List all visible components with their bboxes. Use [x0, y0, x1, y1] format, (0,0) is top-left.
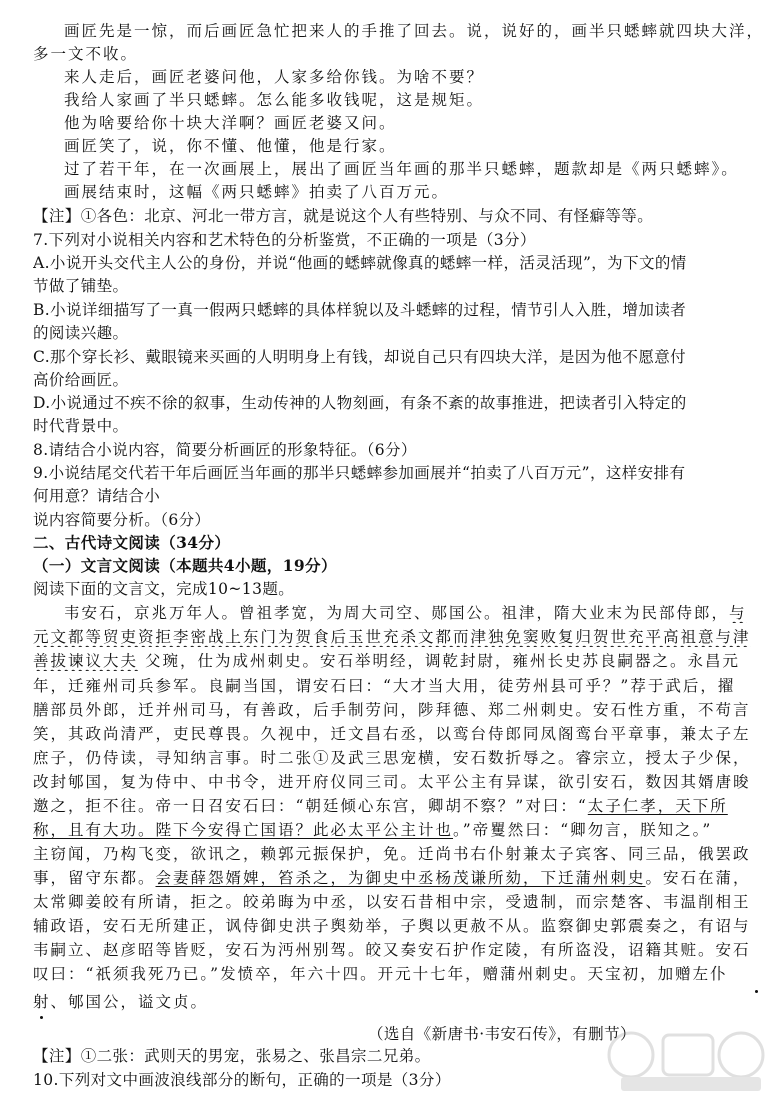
- emphasis-dot: [755, 990, 758, 993]
- question-7-option-a-cont: 节做了铺垫。: [33, 277, 129, 295]
- question-7-option-b-cont: 的阅读兴趣。: [33, 324, 129, 342]
- passage-line: 庶子，仍侍读，寻知纳言事。时二张①及武三思宠横，安石数折辱之。睿宗立，授太子少保，: [33, 749, 751, 767]
- underlined-text: 太子仁孝，天下所: [587, 797, 728, 815]
- question-9-cont: 说内容简要分析。（6分）: [33, 511, 211, 529]
- passage-line: [64, 603, 747, 623]
- passage-line: 主窃闻，乃构飞变，欲讯之，赖郭元振保护，免。迁尚书右仆射兼太子宾客、同三品，俄罢政: [33, 845, 751, 863]
- question-7-stem: 7.下列对小说相关内容和艺术特色的分析鉴赏，不正确的一项是（3分）: [33, 231, 536, 249]
- question-7-option-d: D.小说通过不疾不徐的叙事，生动传神的人物刻画，有条不紊的故事推进，把读者引入特定的: [33, 394, 687, 412]
- section-heading: 二、古代诗文阅读（34分）: [33, 533, 231, 552]
- passage-line: [33, 820, 712, 840]
- question-7-option-d-cont: 时代背景中。: [33, 417, 129, 435]
- note-2: 【注】①二张：武则天的男宠，张易之、张昌宗二兄弟。: [33, 1047, 431, 1065]
- passage-line: 太常卿姜皎有所请，拒之。皎弟晦为中丞，以安石昔相中宗，受遗制，而宗楚客、韦温削相王: [33, 893, 751, 911]
- source-citation: （选自《新唐书·韦安石传》，有删节）: [368, 1025, 636, 1043]
- passage-line: 膳部员外郎，迁并州司马，有善政，后手制劳问，陟拜德、郑二州刺史。安石性方重，不苟言: [33, 701, 751, 719]
- question-7-option-b: B.小说详细描写了一真一假两只蟋蟀的具体样貌以及斗蟋蟀的过程，情节引人入胜，增加读者: [33, 301, 687, 319]
- underlined-text: 称，且有大功。陛下今安得亡国语？此必太平公主计也: [33, 821, 454, 839]
- story-line: 多一文不收。: [33, 45, 139, 63]
- question-7-option-c-cont: 高价给画匠。: [33, 371, 129, 389]
- emphasis-dot: [40, 1016, 43, 1019]
- passage-line: [33, 651, 740, 671]
- passage-text: 邀之，拒不往。帝一日召安石曰：“朝廷倾心东宫，卿胡不察？”对曰：“: [33, 797, 588, 815]
- passage-line: [33, 627, 751, 647]
- passage-line: 笑，其政尚清严，吏民尊畏。久视中，迁文昌右丞，以鸾台侍郎同凤阁鸾台平章事，兼太子左: [33, 725, 751, 743]
- question-8: 8.请结合小说内容，简要分析画匠的形象特征。（6分）: [33, 441, 417, 459]
- question-7-option-c: C.那个穿长衫、戴眼镜来买画的人明明身上有钱，却说自己只有四块大洋，是因为他不愿意付: [33, 348, 687, 366]
- wavy-underlined-text: 善拔谏议大夫: [33, 652, 139, 670]
- passage-line: 射、郇国公，谥文贞。: [33, 993, 209, 1011]
- passage-line: 改封郇国，复为侍中、中书令，进开府仪同三司。太平公主有异谋，欲引安石，数因其婿唐晙: [33, 773, 751, 791]
- underlined-text: 会妻薛怨婿婢，笞杀之，为御史中丞杨茂谦所劾，下迁蒲州刺史: [155, 869, 646, 887]
- passage-line: 年，迁雍州司兵参军。良嗣当国，谓安石曰：“大才当大用，徒劳州县可乎？”荐于武后，擢: [33, 677, 736, 695]
- question-10: 10.下列对文中画波浪线部分的断句，正确的一项是（3分）: [33, 1071, 451, 1089]
- wavy-underlined-text: 与: [729, 604, 747, 622]
- question-9: 9.小说结尾交代若干年后画匠当年画的那半只蟋蟀参加画展并“拍卖了八百万元”，这样安排有: [33, 464, 686, 482]
- passage-text: 。”帝矍然曰：“卿勿言，朕知之。”: [453, 821, 713, 839]
- story-line: 过了若干年，在一次画展上，展出了画匠当年画的那半只蟋蟀，题款却是《两只蟋蟀》。: [64, 160, 739, 178]
- passage-text: 韦安石，京兆万年人。曾祖孝宽，为周大司空、郧国公。祖津，隋大业末为民部侍郎，: [64, 604, 730, 622]
- passage-text: 事，留守东都。: [33, 869, 156, 887]
- question-7-option-a: A.小说开头交代主人公的身份，并说“他画的蟋蟀就像真的蟋蟀一样，活灵活现”，为下文的情: [33, 254, 687, 272]
- story-line: 画匠先是一惊，而后画匠急忙把来人的手推了回去。说，说好的，画半只蟋蟀就四块大洋，: [64, 22, 765, 40]
- story-line: 画展结束时，这幅《两只蟋蟀》拍卖了八百万元。: [64, 183, 450, 201]
- instruction: 阅读下面的文言文，完成10~13题。: [33, 580, 295, 598]
- subsection-heading: （一）文言文阅读（本题共4小题，19分）: [33, 556, 337, 575]
- passage-line: [33, 796, 728, 816]
- passage-line: 韦嗣立、赵彦昭等皆贬，安石为沔州别驾。皎又奏安石护作定陵，有所盗没，诏籍其赃。安石: [33, 941, 751, 959]
- passage-text: 。安石在蒲，: [645, 869, 751, 887]
- question-9-cont: 何用意？请结合小: [33, 487, 161, 505]
- story-line: 来人走后，画匠老婆问他，人家多给你钱。为啥不要？: [64, 68, 485, 86]
- passage-text: 父琬，仕为成州刺史。安石举明经，调乾封尉，雍州长史苏良嗣器之。永昌元: [138, 652, 740, 670]
- story-line: 画匠笑了，说，你不懂、他懂，他是行家。: [64, 137, 397, 155]
- story-line: 我给人家画了半只蟋蟀。怎么能多收钱呢，这是规矩。: [64, 91, 485, 109]
- wavy-underlined-text: 元文都等贸吏资拒李密战上东门为贺食后玉世充杀文都而津独免窦败复归贺世充平高祖意与津: [33, 628, 751, 646]
- note-1: 【注】①各色：北京、河北一带方言，就是说这个人有些特别、与众不同、有怪癖等等。: [33, 207, 654, 225]
- passage-line: 辅政语，安石无所建正，讽侍御史洪子舆劾举，子舆以更赦不从。监察御史郭震奏之，有诏与: [33, 917, 751, 935]
- passage-line: [33, 868, 751, 888]
- story-line: 他为啥要给你十块大洋啊？画匠老婆又问。: [64, 114, 397, 132]
- passage-line: 叹曰：“祇须我死乃已。”发愤卒，年六十四。开元十七年，赠蒲州刺史。天宝初，加赠左仆: [33, 965, 728, 983]
